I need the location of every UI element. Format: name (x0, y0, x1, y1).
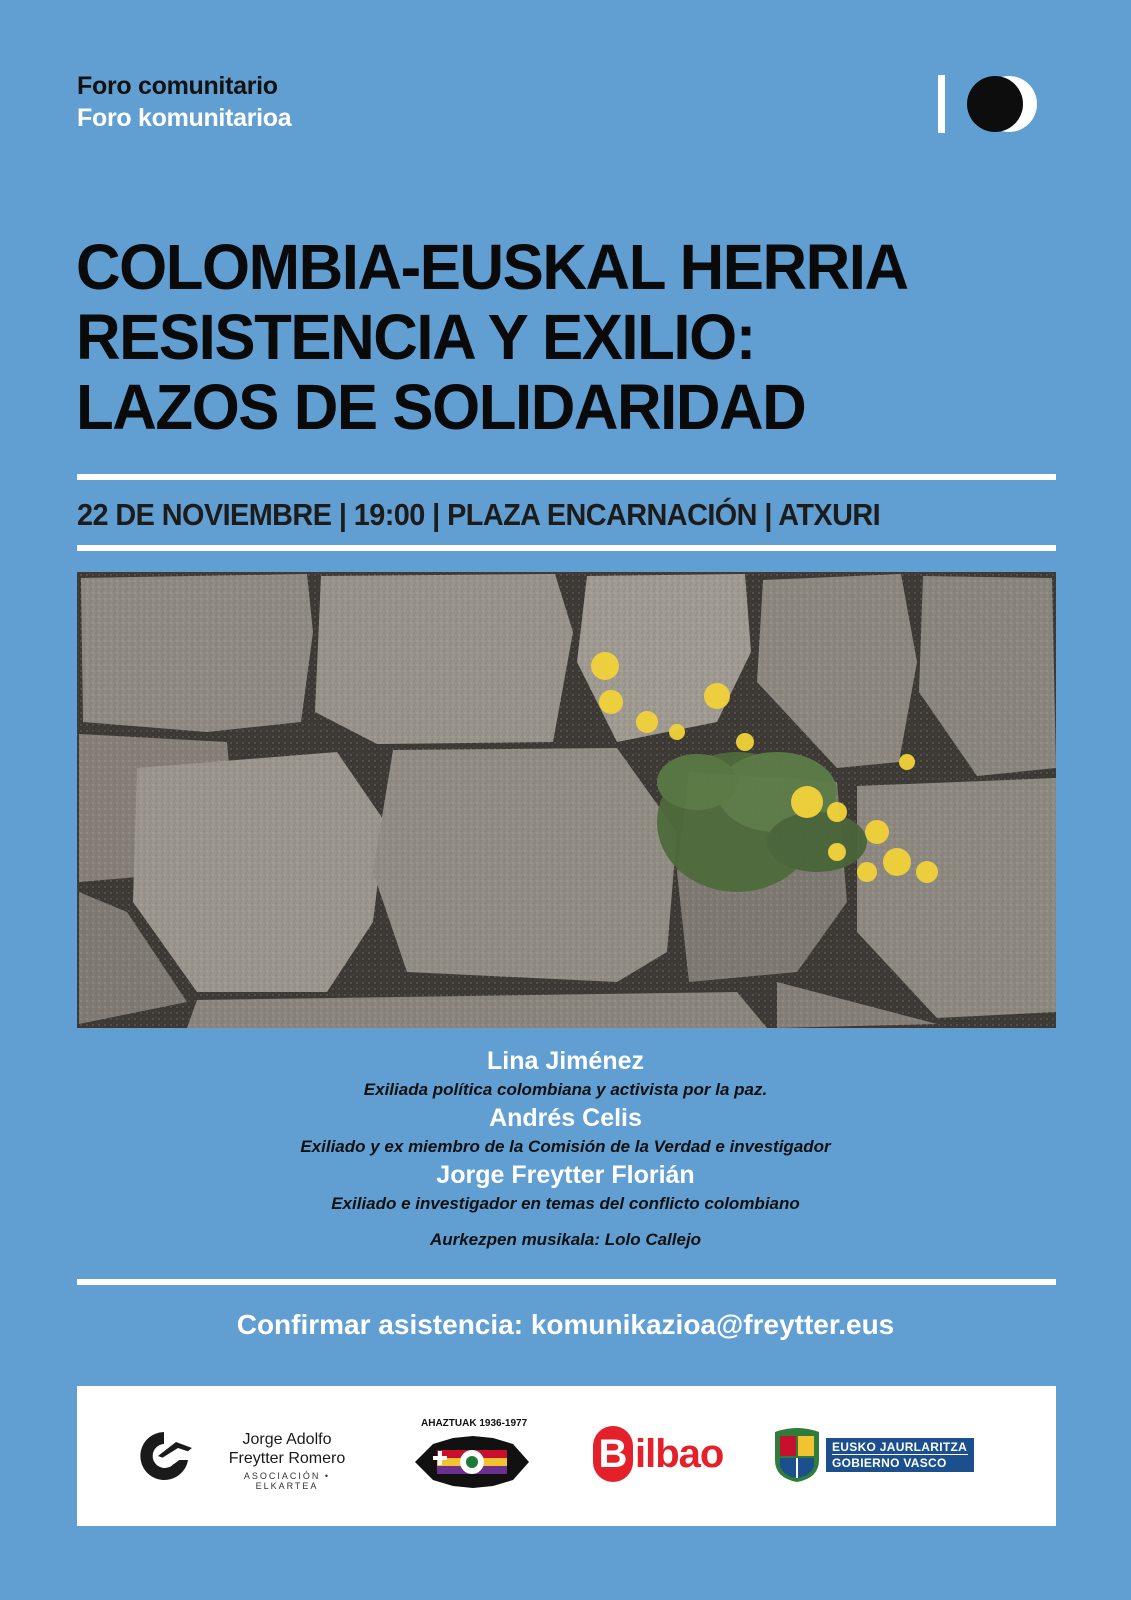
brand-logo (938, 75, 1058, 135)
music-credit: Aurkezpen musikala: Lolo Callejo (429, 1230, 702, 1249)
event-title (76, 232, 1076, 442)
eye-flag-icon (413, 1434, 531, 1490)
brand-logo-black-circle (967, 76, 1023, 132)
title-line: RESISTENCIA Y EXILIO: (76, 301, 755, 373)
book-icon (134, 1426, 194, 1486)
eusko-line-1: EUSKO JAURLARITZA (832, 1440, 968, 1454)
speaker-description: Exiliado y ex miembro de la Comisión de la Verdad e investigador (300, 1137, 831, 1156)
bilbao-b-mark: B (593, 1426, 633, 1482)
title-line: LAZOS DE SOLIDARIDAD (76, 371, 806, 443)
ahaztuak-logo (413, 1418, 531, 1494)
speaker-description: Exiliada política colombiana y activista por la paz. (363, 1080, 768, 1099)
title-line: COLOMBIA-EUSKAL HERRIA (76, 231, 908, 303)
bilbao-logo (593, 1422, 729, 1486)
divider-bottom (77, 545, 1056, 551)
stone-wall-illustration (77, 572, 1056, 1028)
speaker-name: Lina Jiménez (487, 1047, 644, 1075)
divider-top (77, 474, 1056, 480)
event-info: 22 DE NOVIEMBRE | 19:00 | PLAZA ENCARNACIÓN | ATXURI (77, 497, 881, 532)
jafr-association-logo (134, 1422, 359, 1491)
forum-title-eu: Foro komunitarioa (77, 104, 292, 132)
forum-title-es: Foro comunitario (77, 72, 278, 100)
speakers-list (0, 1045, 1131, 1252)
speaker-name: Andrés Celis (489, 1104, 642, 1132)
speaker-name: Jorge Freytter Florián (436, 1161, 695, 1189)
coat-of-arms-icon (771, 1426, 823, 1484)
jafr-text (218, 1430, 356, 1491)
jafr-name-line-1: Jorge Adolfo (242, 1431, 332, 1448)
event-photo (77, 572, 1056, 1028)
speaker-description: Exiliado e investigador en temas del conflicto colombiano (331, 1194, 800, 1213)
jafr-name-line-2: Freytter Romero (228, 1450, 346, 1467)
forum-heading (77, 70, 291, 134)
eusko-label-box (826, 1438, 974, 1472)
jafr-subtitle: ASOCIACIÓN • ELKARTEA (243, 1471, 331, 1491)
eusko-line-2: GOBIERNO VASCO (832, 1456, 947, 1470)
rsvp-contact: Confirmar asistencia: komunikazioa@freytter.eus (236, 1309, 895, 1340)
bilbao-wordmark: ilbao (635, 1432, 724, 1476)
ahaztuak-text: AHAZTUAK 1936-1977 (421, 1418, 528, 1429)
brand-logo-bar (938, 75, 945, 133)
eusko-separator (832, 1454, 968, 1455)
eusko-jaurlaritza-logo (771, 1422, 981, 1486)
divider-speakers (77, 1279, 1056, 1285)
sponsors-panel (77, 1386, 1056, 1526)
